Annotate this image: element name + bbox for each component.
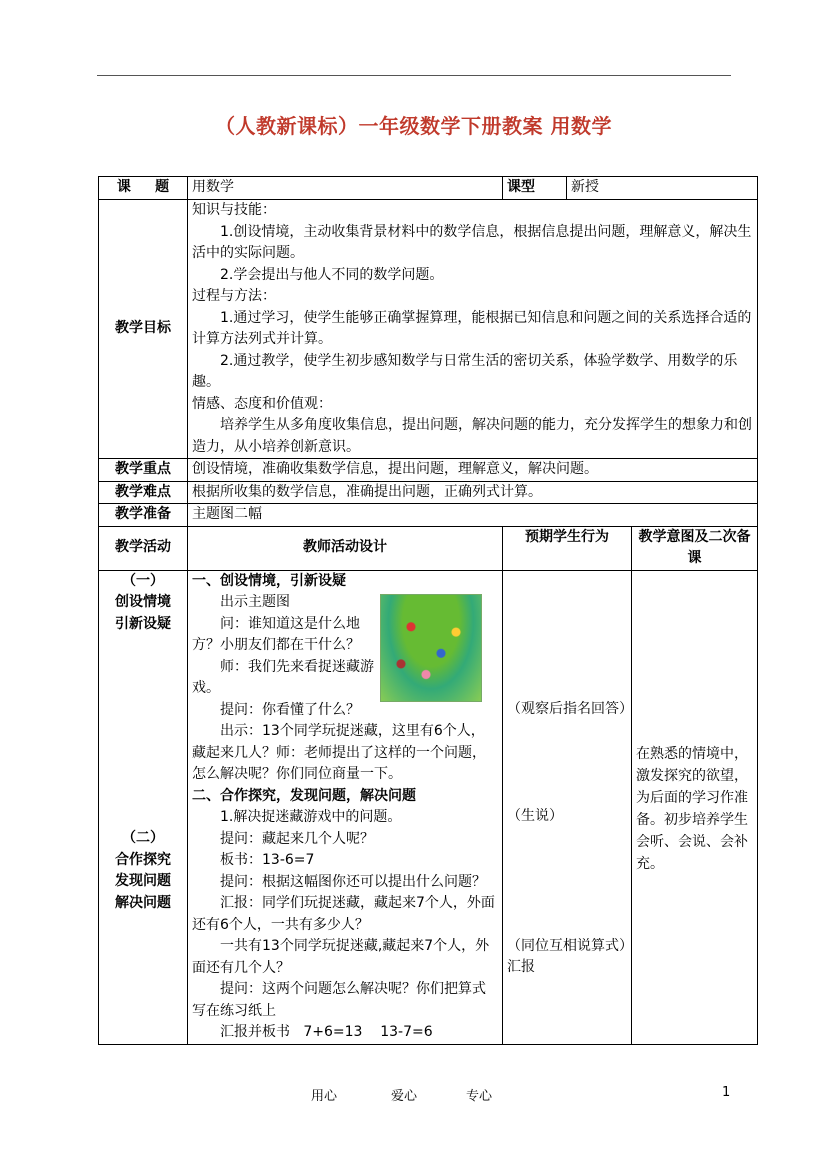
student-behavior-column: [503, 570, 632, 1044]
design-line: 1.解决捉迷藏游戏中的问题。: [220, 809, 402, 825]
stage2-label: 合作探究: [115, 851, 171, 868]
key-point-label: 教学重点: [99, 459, 188, 482]
design-line: 提问：这两个问题怎么解决呢？你们把算式写在练习纸上: [192, 981, 486, 1019]
course-value: 用数学: [188, 177, 503, 200]
footer-word: 用心: [311, 1089, 338, 1104]
goals-label: 教学目标: [99, 200, 188, 459]
stages-column: [99, 570, 188, 1044]
footer-word: 爱心: [391, 1089, 418, 1104]
goals-line: 2.通过教学，使学生初步感知数学与日常生活的密切关系，体验学数学、用数学的乐趣。: [192, 352, 738, 390]
difficulty-value: 根据所收集的数学信息，准确提出问题，正确列式计算。: [188, 481, 758, 504]
activity-header: 教学活动: [99, 526, 188, 570]
stage1-num: （一）: [122, 572, 164, 589]
stage1-label: 引新设疑: [115, 615, 171, 632]
design-line: 问：谁知道这是什么地方？小朋友们都在干什么？: [192, 615, 360, 653]
goals-line: 1.通过学习，使学生能够正确掌握算理，能根据已知信息和问题之间的关系选择合适的计算方法列式并计算。: [192, 309, 752, 347]
design-line: 汇报：同学们玩捉迷藏，藏起来7个人，外面还有6个人，一共有多少人？: [192, 895, 495, 933]
design-line: 师：我们先来看捉迷藏游戏。: [192, 658, 374, 696]
goals-line: 知识与技能：: [192, 202, 276, 218]
section1-heading: 一、创设情境，引新设疑: [192, 572, 346, 589]
goals-line: 过程与方法：: [192, 288, 276, 304]
goals-line: 1.创设情境，主动收集背景材料中的数学信息，根据信息提出问题，理解意义，解决生活中的实际问题。: [192, 223, 752, 261]
preparation-row: [99, 504, 758, 527]
header-rule: [97, 75, 731, 76]
theme-picture: [380, 594, 482, 702]
student-behavior: 汇报: [507, 959, 535, 975]
document-title: （人教新课标）一年级数学下册教案 用数学: [215, 114, 612, 138]
goals-row: [99, 200, 758, 459]
activity-header-row: [99, 526, 758, 570]
design-line: 提问：你看懂了什么？: [220, 701, 360, 718]
course-label: 课 题: [99, 177, 188, 200]
student-behavior: （观察后指名回答）: [507, 700, 633, 717]
preparation-label: 教学准备: [99, 504, 188, 527]
key-point-value: 创设情境，准确收集数学信息，提出问题，理解意义，解决问题。: [188, 459, 758, 482]
design-line: 提问：根据这幅图你还可以提出什么问题？: [220, 873, 486, 890]
preparation-value: 主题图二幅: [188, 504, 758, 527]
goals-content: [188, 200, 758, 459]
activity-body-row: [99, 570, 758, 1044]
goals-line: 情感、态度和价值观：: [192, 395, 332, 412]
student-behavior: （生说）: [507, 808, 563, 824]
type-label: 课型: [503, 177, 567, 200]
course-row: [99, 177, 758, 200]
teacher-design-column: [188, 570, 503, 1044]
design-line: 提问：藏起来几个人呢？: [220, 830, 374, 847]
design-line: 板书：13-6=7: [220, 852, 315, 868]
intent-column: [632, 570, 758, 1044]
teacher-header: 教师活动设计: [188, 526, 503, 570]
lesson-plan-table: [98, 176, 758, 1045]
goals-line: 培养学生从多角度收集信息，提出问题，解决问题的能力，充分发挥学生的想象力和创造力，从小培养创新意识。: [192, 417, 752, 455]
design-line: 出示：13个同学玩捉迷藏，这里有6个人，藏起来几人？师：老师提出了这样的一个问题，怎么解决呢？你们同位商量一下。: [192, 723, 486, 782]
footer-word: 专心: [466, 1089, 493, 1104]
stage2-label: 解决问题: [115, 894, 171, 911]
student-header: 预期学生行为: [503, 526, 632, 570]
difficulty-row: [99, 481, 758, 504]
intent-text: 在熟悉的情境中，激发探究的欲望，为后面的学习作准备。初步培养学生会听、会说、会补充。: [636, 745, 748, 872]
design-line: 汇报并板书 7+6=13 13-7=6: [220, 1024, 433, 1040]
student-behavior: （同位互相说算式）: [507, 937, 633, 954]
stage2-num: （二）: [122, 830, 164, 846]
design-line: 出示主题图: [220, 594, 290, 610]
stage1-label: 创设情境: [115, 594, 171, 610]
design-line: 一共有13个同学玩捉迷藏,藏起来7个人，外面还有几个人？: [192, 938, 490, 976]
intent-header: 教学意图及二次备课: [632, 526, 758, 570]
stage2-label: 发现问题: [115, 873, 171, 889]
page-number: 1: [722, 1085, 731, 1100]
type-value: 新授: [567, 177, 758, 200]
section2-heading: 二、合作探究，发现问题，解决问题: [192, 787, 416, 804]
difficulty-label: 教学难点: [99, 481, 188, 504]
key-point-row: [99, 459, 758, 482]
goals-line: 2.学会提出与他人不同的数学问题。: [220, 266, 444, 283]
